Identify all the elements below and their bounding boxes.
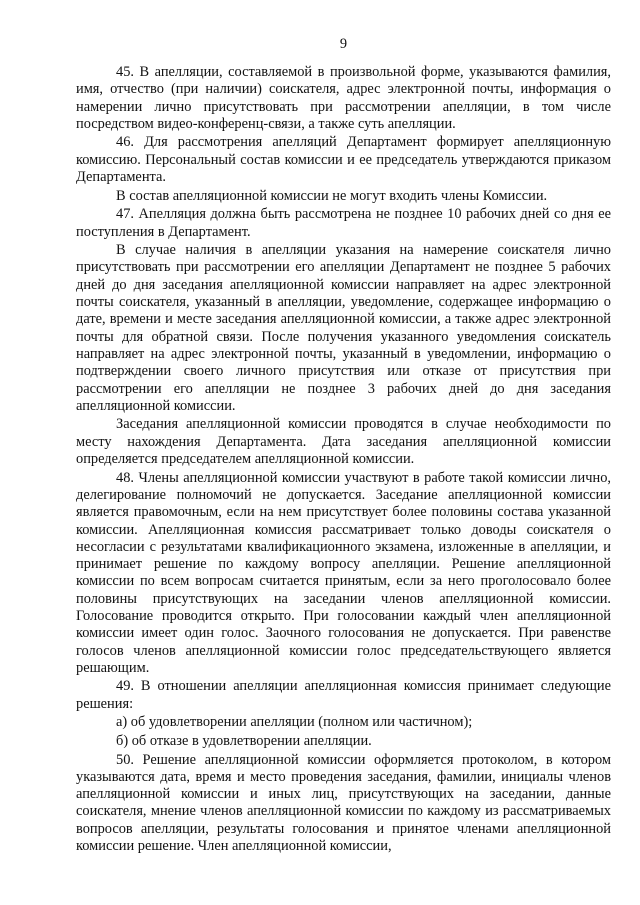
paragraph-49-option-b: б) об отказе в удовлетворении апелляции. — [116, 732, 372, 749]
paragraph-47: 47. Апелляция должна быть рассмотрена не позднее 10 рабочих дней со дня ее поступления в Департамент. — [76, 206, 611, 240]
paragraph-46: 46. Для рассмотрения апелляций Департамент формирует апелляционную комиссию. Персональный состав комиссии и ее председатель утверждаются приказом Департамента. — [76, 134, 611, 186]
paragraph-50: 50. Решение апелляционной комиссии оформляется протоколом, в котором указываются дата, время и место проведения заседания, фамилии, инициалы членов апелляционной комиссии и иных лиц, присутствующих на заседании, данные соискателя, мнение членов апелляционной комиссии по каждому из рассматриваемых вопросов апелляции, результаты голосования и принятое членами апелляционной комиссии решение. Член апелляционной комиссии, — [76, 751, 611, 855]
paragraph-46-composition: В состав апелляционной комиссии не могут входить члены Комиссии. — [116, 187, 548, 204]
paragraph-47-meetings: Заседания апелляционной комиссии проводятся в случае необходимости по месту нахождения Департамента. Дата заседания апелляционной комиссии определяется председателем апелляционной комиссии. — [76, 416, 611, 468]
paragraph-49-option-a: а) об удовлетворении апелляции (полном или частичном); — [116, 714, 473, 731]
paragraph-49: 49. В отношении апелляции апелляционная комиссия принимает следующие решения: — [76, 678, 611, 712]
page-number: 9 — [339, 36, 348, 52]
paragraph-48: 48. Члены апелляционной комиссии участвуют в работе такой комиссии лично, делегирование полномочий не допускается. Заседание апелляционной комиссии является правомочным, если на нем присутствует более половины состава указанной комиссии. Апелляционная комиссия рассматривает только доводы соискателя о несогласии с результатами квалификационного экзамена, изложенные в апелляции, и принимает решение по каждому вопросу апелляции. Решение апелляционной комиссии по всем вопросам считается принятым, если за него проголосовало более половины присутствующих на заседании членов апелляционной комиссии. Голосование проводится открыто. При голосовании каждый член апелляционной комиссии имеет один голос. Заочного голосования не допускается. При равенстве голосов членов апелляционной комиссии голос председательствующего является решающим. — [76, 469, 611, 676]
document-page — [76, 36, 611, 857]
paragraph-47-notification: В случае наличия в апелляции указания на намерение соискателя лично присутствовать при рассмотрении его апелляции Департамент не позднее 5 рабочих дней до дня заседания апелляционной комиссии направляет на адрес электронной почты соискателя, указанный в апелляции, уведомление, содержащее информацию о дате, времени и месте заседания апелляционной комиссии, а также адрес электронной почты для обратной связи. После получения указанного уведомления соискатель направляет на адрес электронной почты, указанный в уведомлении, информацию о подтверждении своего личного присутствия или отказе от присутствия при рассмотрении его апелляции не позднее 3 рабочих дней до дня заседания апелляционной комиссии. — [76, 242, 611, 414]
paragraph-45: 45. В апелляции, составляемой в произвольной форме, указываются фамилия, имя, отчество (при наличии) соискателя, адрес электронной почты, информация о намерении лично присутствовать при рассмотрении апелляции, в том числе посредством видео-конференц-связи, а также суть апелляции. — [76, 64, 611, 132]
